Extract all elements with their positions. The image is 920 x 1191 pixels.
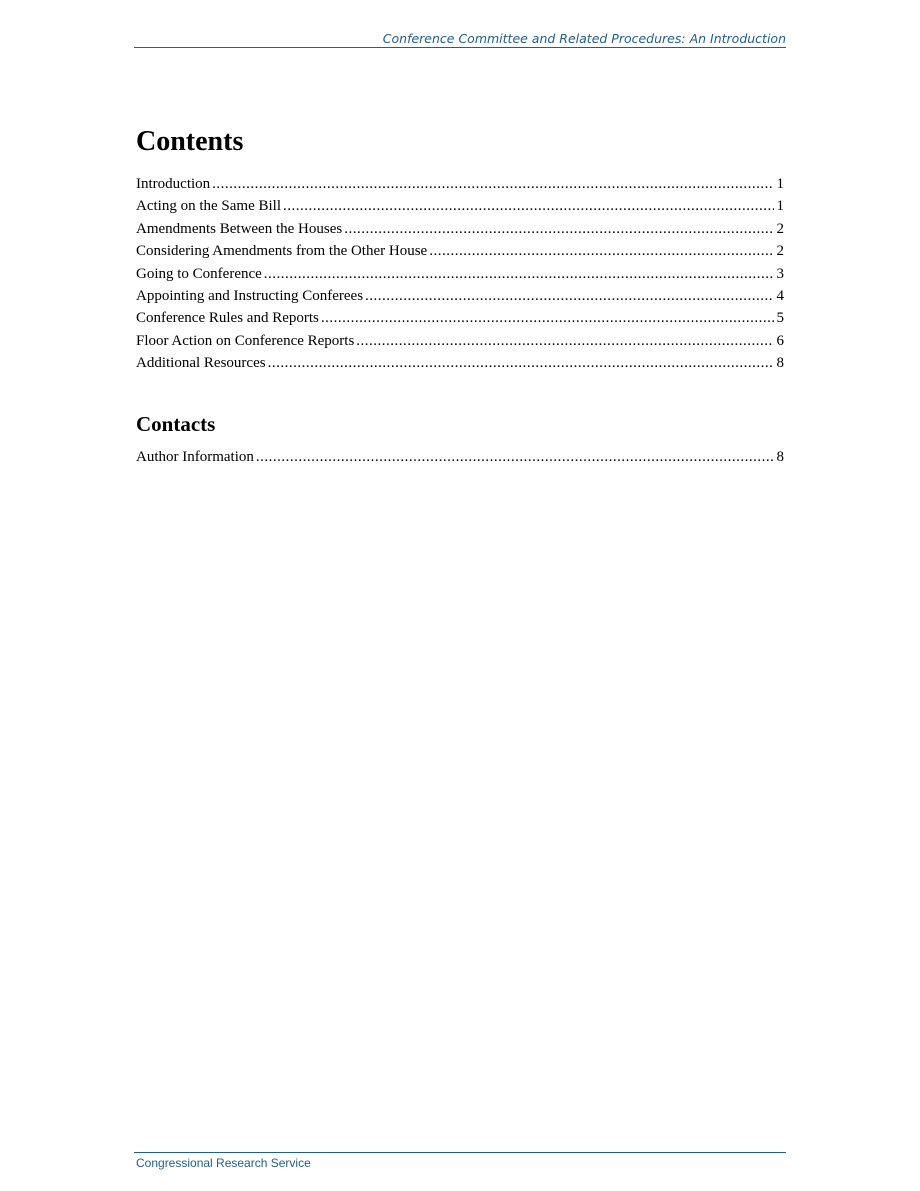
dot-leader xyxy=(429,240,773,262)
toc-entry-page: 5 xyxy=(776,310,784,327)
toc-entry-page: 8 xyxy=(776,355,784,372)
toc-entry-title: Amendments Between the Houses xyxy=(136,220,343,237)
dot-leader xyxy=(283,195,774,217)
dot-leader xyxy=(344,218,773,240)
dot-leader xyxy=(212,173,773,195)
toc-entry-title: Considering Amendments from the Other House xyxy=(136,243,428,260)
toc-entry-page: 6 xyxy=(776,332,784,349)
toc-entry-title: Floor Action on Conference Reports xyxy=(136,332,355,349)
toc-entry-author-information[interactable] xyxy=(136,446,784,468)
toc-entry-page: 2 xyxy=(776,243,784,260)
running-footer xyxy=(134,1152,786,1170)
toc-entry-title: Additional Resources xyxy=(136,355,266,372)
contents-heading: Contents xyxy=(136,126,244,157)
toc-entry-floor-action[interactable] xyxy=(136,330,784,352)
running-header xyxy=(134,33,786,48)
toc-entry-going-to-conference[interactable] xyxy=(136,263,784,285)
running-header-title: Conference Committee and Related Procedures: An Introduction xyxy=(382,31,786,46)
dot-leader xyxy=(268,352,774,374)
dot-leader xyxy=(321,307,774,329)
toc-entry-page: 1 xyxy=(776,176,784,192)
toc-entry-title: Appointing and Instructing Conferees xyxy=(136,287,364,304)
toc-entry-title: Going to Conference xyxy=(136,265,262,282)
toc-entry-amendments-between-houses[interactable] xyxy=(136,218,784,240)
table-of-contents xyxy=(136,173,784,375)
toc-entry-page: 1 xyxy=(776,198,784,215)
toc-entry-title: Conference Rules and Reports xyxy=(136,310,319,327)
toc-entry-appointing-conferees[interactable] xyxy=(136,285,784,307)
dot-leader xyxy=(256,446,774,468)
dot-leader xyxy=(264,263,774,285)
toc-entry-page: 8 xyxy=(776,449,784,465)
contacts-heading: Contacts xyxy=(136,412,216,436)
footer-organization: Congressional Research Service xyxy=(136,1156,311,1170)
toc-entry-page: 4 xyxy=(776,287,784,304)
toc-entry-considering-amendments[interactable] xyxy=(136,240,784,262)
toc-entry-introduction[interactable] xyxy=(136,173,784,195)
dot-leader xyxy=(365,285,773,307)
toc-entry-page: 3 xyxy=(776,265,784,282)
toc-entry-title: Introduction xyxy=(136,176,211,192)
contacts-list xyxy=(136,446,784,468)
toc-entry-acting-on-same-bill[interactable] xyxy=(136,195,784,217)
toc-entry-additional-resources[interactable] xyxy=(136,352,784,374)
toc-entry-title: Acting on the Same Bill xyxy=(136,198,281,215)
toc-entry-page: 2 xyxy=(776,220,784,237)
toc-entry-title: Author Information xyxy=(136,449,254,465)
dot-leader xyxy=(356,330,773,352)
toc-entry-conference-rules[interactable] xyxy=(136,307,784,329)
